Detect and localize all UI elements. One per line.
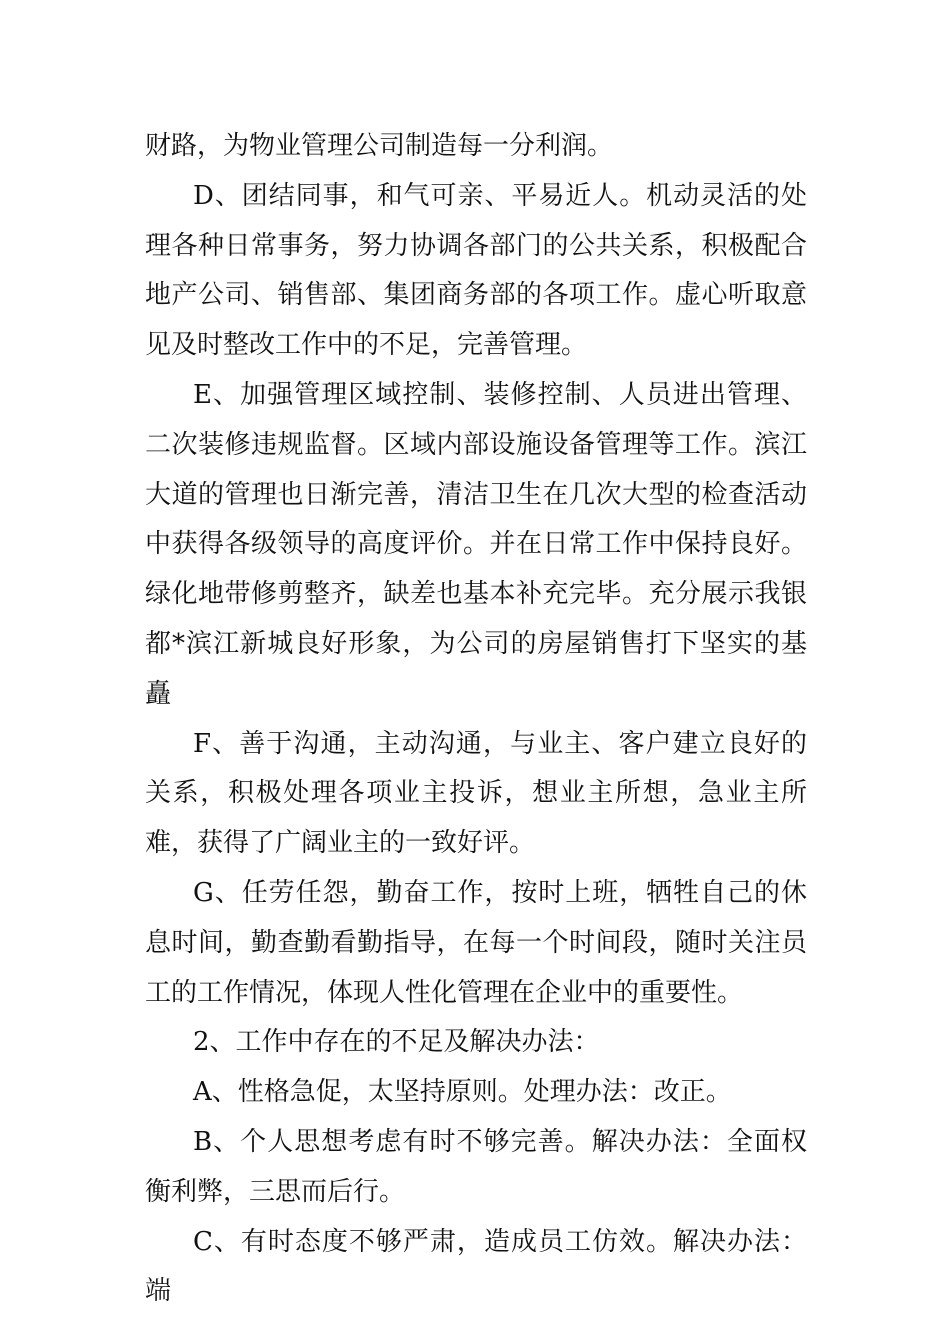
- paragraph-item-d: D、团结同事，和气可亲、平易近人。机动灵活的处理各种日常事务，努力协调各部门的公共关系，积极配合地产公司、销售部、集团商务部的各项工作。虚心听取意见及时整改工作中的不足，完善管理。: [145, 180, 807, 361]
- paragraph-item-b: B、个人思想考虑有时不够完善。解决办法：全面权衡利弊，三思而后行。: [145, 1126, 807, 1207]
- paragraph-item-a: A、性格急促，太坚持原则。处理办法：改正。: [193, 1077, 732, 1108]
- paragraph-item-c: C、有时态度不够严肃，造成员工仿效。解决办法：端: [145, 1226, 807, 1307]
- paragraph-item-g: G、任劳任怨，勤奋工作，按时上班，牺牲自己的休息时间，勤查勤看勤指导，在每一个时间段，随时关注员工的工作情况，体现人性化管理在企业中的重要性。: [145, 877, 807, 1008]
- section-heading-shortcomings: 2、工作中存在的不足及解决办法：: [193, 1027, 600, 1058]
- paragraph-continuation: 财路，为物业管理公司制造每一分利润。: [145, 131, 614, 161]
- document-page: [145, 122, 807, 1317]
- paragraph-item-f: F、善于沟通，主动沟通，与业主、客户建立良好的关系，积极处理各项业主投诉，想业主所想，急业主所难，获得了广阔业主的一致好评。: [145, 728, 807, 859]
- paragraph-item-e: E、加强管理区域控制、装修控制、人员进出管理、二次装修违规监督。区域内部设施设备管理等工作。滨江大道的管理也日渐完善，清洁卫生在几次大型的检查活动中获得各级领导的高度评价。并在日常工作中保持良好。绿化地带修剪整齐，缺差也基本补充完毕。充分展示我银都*滨江新城良好形象，为公司的房屋销售打下坚实的基矗: [145, 379, 807, 709]
